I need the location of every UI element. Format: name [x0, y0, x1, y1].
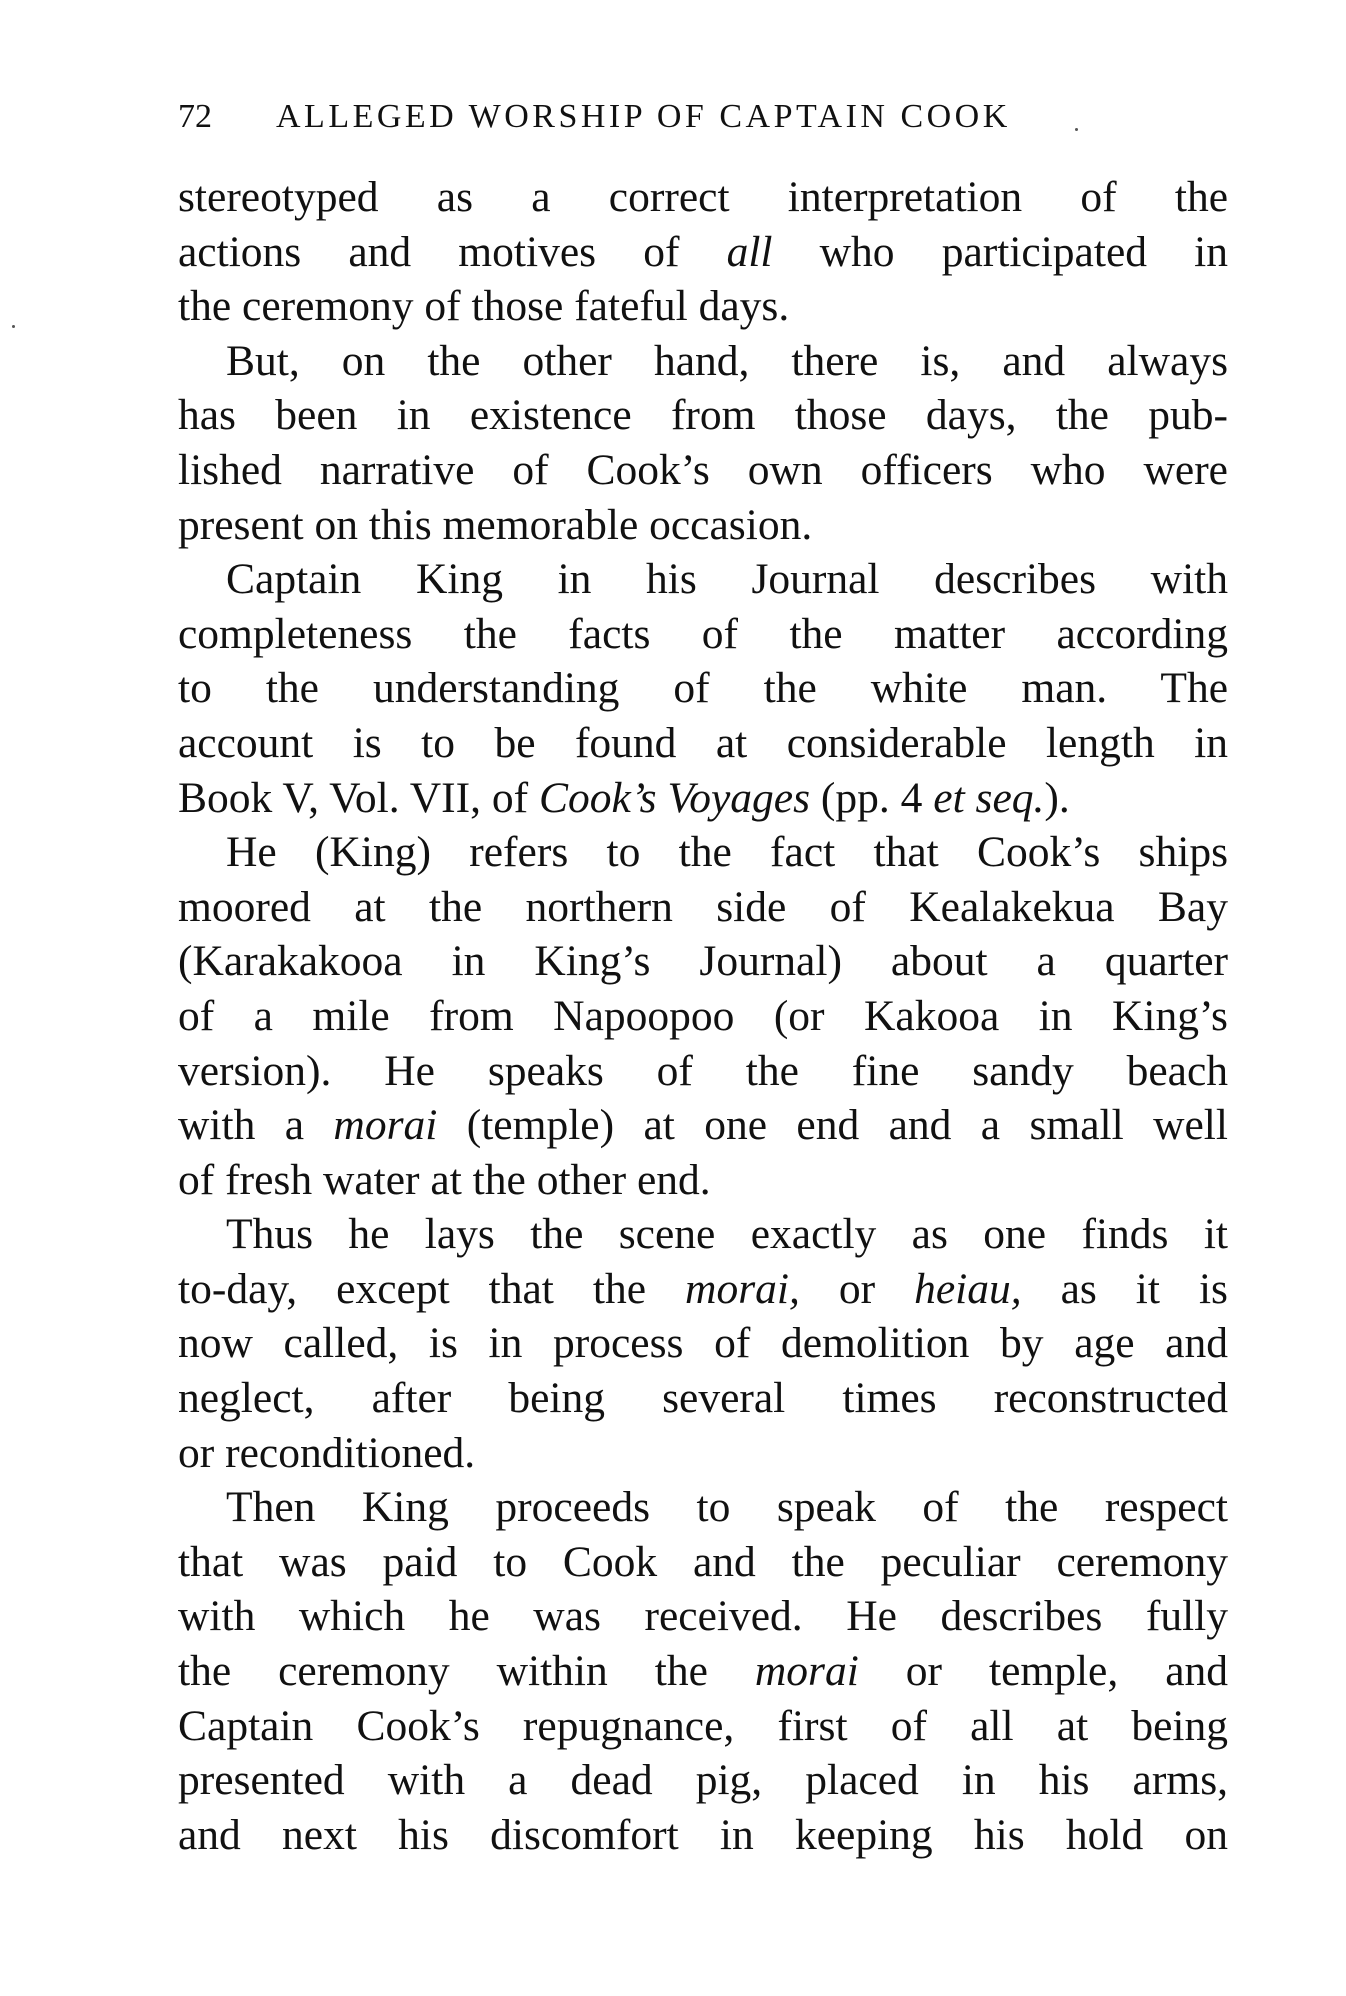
text-line [178, 1699, 1228, 1754]
italic-text: et seq. [933, 773, 1045, 822]
text-run: Captain Cook’s repugnance, first of all at being [178, 1701, 1228, 1750]
text-line [178, 1808, 1228, 1863]
print-speck [1075, 128, 1078, 131]
paragraph [178, 825, 1228, 1207]
text-run: of fresh water at the other end. [178, 1155, 711, 1204]
text-run: But, on the other hand, there is, and always [226, 336, 1228, 385]
italic-text: morai [333, 1101, 438, 1150]
text-run: neglect, after being several times reconstructed [178, 1374, 1228, 1423]
text-run: Captain King in his Journal describes with [226, 555, 1228, 604]
text-run: that was paid to Cook and the peculiar ceremony [178, 1537, 1228, 1586]
text-line [178, 388, 1228, 443]
text-run: has been in existence from those days, the pub- [178, 391, 1228, 440]
text-run: stereotyped as a correct interpretation of the [178, 173, 1228, 221]
text-line [178, 934, 1228, 989]
paragraph [178, 1207, 1228, 1480]
italic-text: morai, [685, 1264, 800, 1313]
text-line [178, 170, 1228, 225]
text-line [178, 825, 1228, 880]
text-run: He (King) refers to the fact that Cook’s ships [226, 828, 1228, 877]
text-run: account is to be found at considerable length in [178, 718, 1228, 767]
text-run: who participated in [772, 227, 1228, 276]
text-line [178, 279, 1228, 334]
text-run: ). [1044, 773, 1070, 822]
text-run: completeness the facts of the matter according [178, 609, 1228, 658]
text-run: or reconditioned. [178, 1428, 476, 1477]
text-line [178, 1316, 1228, 1371]
text-line [178, 1753, 1228, 1808]
text-line [178, 989, 1228, 1044]
text-line [178, 225, 1228, 280]
text-run: version). He speaks of the fine sandy beach [178, 1046, 1228, 1095]
text-run: with a [178, 1101, 334, 1150]
text-run: with which he was received. He describes fully [178, 1592, 1228, 1641]
text-run: or temple, and [858, 1647, 1229, 1696]
text-line [178, 1644, 1228, 1699]
text-run: (temple) at one end and a small well [437, 1101, 1228, 1150]
text-line [178, 1426, 1228, 1481]
paragraph [178, 552, 1228, 825]
text-line [178, 1535, 1228, 1590]
text-run: to-day, except that the [178, 1264, 686, 1313]
text-line [178, 1262, 1228, 1317]
body-text [178, 170, 1228, 1862]
italic-text: Cook’s Voyages [538, 773, 811, 822]
text-run: lished narrative of Cook’s own officers who were [178, 445, 1228, 494]
text-run: the ceremony of those fateful days. [178, 282, 790, 331]
text-run: the ceremony within the [178, 1647, 755, 1696]
text-line [178, 1153, 1228, 1208]
text-line [178, 1371, 1228, 1426]
print-speck [12, 325, 15, 328]
text-line [178, 1207, 1228, 1262]
text-line [178, 334, 1228, 389]
paragraph [178, 334, 1228, 552]
text-line [178, 498, 1228, 553]
text-run: Then King proceeds to speak of the respect [226, 1483, 1228, 1532]
text-line [178, 552, 1228, 607]
text-run: Thus he lays the scene exactly as one finds it [226, 1210, 1228, 1259]
text-run: as it is [1021, 1264, 1228, 1313]
text-run: moored at the northern side of Kealakekua Bay [178, 882, 1228, 931]
text-run: of a mile from Napoopoo (or Kakooa in King’s [178, 991, 1228, 1040]
italic-text: heiau, [914, 1264, 1022, 1313]
running-title: ALLEGED WORSHIP OF CAPTAIN COOK [276, 98, 1011, 135]
text-run: (pp. 4 [810, 773, 934, 822]
paragraph [178, 1480, 1228, 1862]
text-line [178, 771, 1228, 826]
running-header [178, 92, 1228, 142]
text-run: or [799, 1264, 915, 1313]
text-run: Book V, Vol. VII, of [178, 773, 539, 822]
text-line [178, 716, 1228, 771]
text-run: to the understanding of the white man. The [178, 664, 1228, 713]
text-line [178, 1589, 1228, 1644]
text-line [178, 1098, 1228, 1153]
text-line [178, 1044, 1228, 1099]
italic-text: morai [754, 1647, 859, 1696]
italic-text: all [726, 227, 773, 276]
text-line [178, 661, 1228, 716]
text-line [178, 880, 1228, 935]
text-line [178, 1480, 1228, 1535]
text-run: and next his discomfort in keeping his hold on [178, 1810, 1228, 1859]
text-line [178, 443, 1228, 498]
text-run: actions and motives of [178, 227, 727, 276]
text-line [178, 607, 1228, 662]
page-number: 72 [178, 98, 212, 135]
text-run: now called, is in process of demolition by age and [178, 1319, 1228, 1368]
text-run: presented with a dead pig, placed in his arms, [178, 1756, 1228, 1805]
paragraph [178, 170, 1228, 334]
text-run: present on this memorable occasion. [178, 500, 813, 549]
text-run: (Karakakooa in King’s Journal) about a quarter [178, 937, 1228, 986]
